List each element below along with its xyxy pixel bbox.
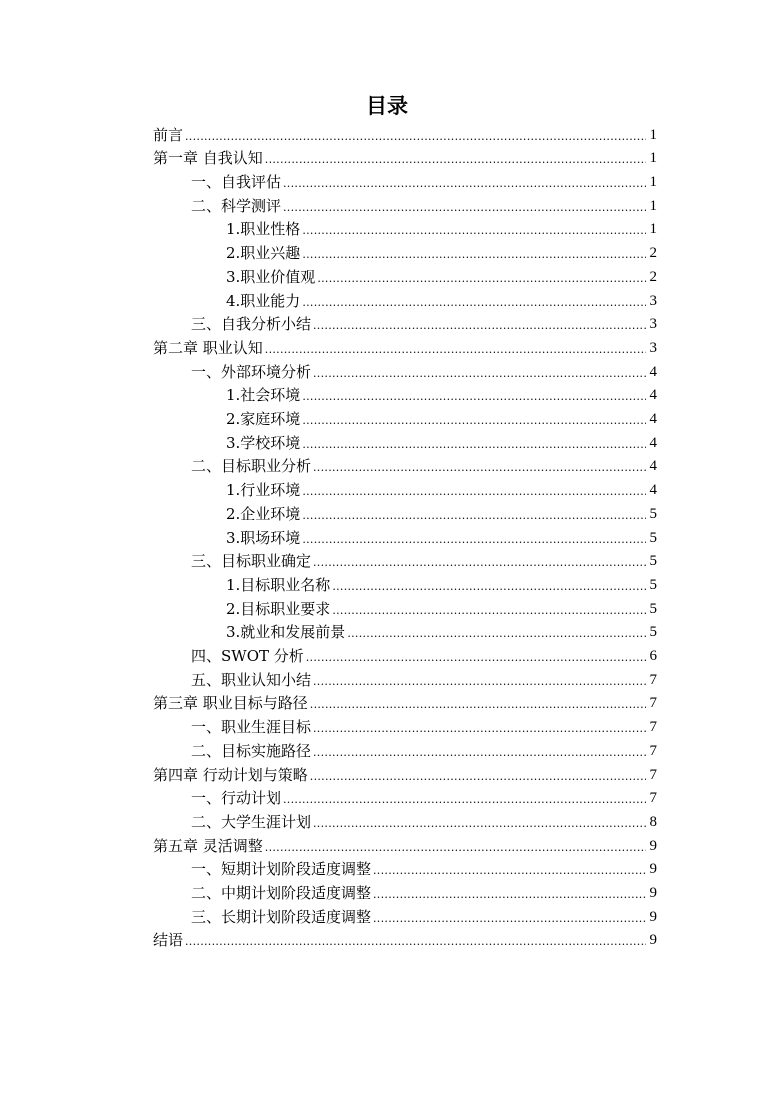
toc-entry[interactable] [226,499,657,523]
toc-entry[interactable] [191,855,657,879]
toc-entry[interactable] [153,926,657,950]
toc-entry-label: 1.社会环境 [226,386,301,405]
toc-entry-label: 五、职业认知小结 [191,670,312,689]
toc-dot-leader [265,841,646,855]
toc-dot-leader [265,343,646,357]
toc-entry[interactable] [153,689,657,713]
toc-page-number: 7 [649,790,657,807]
toc-entry-label: 2.企业环境 [226,504,301,523]
toc-dot-leader [313,675,646,689]
toc-entry[interactable] [191,452,657,476]
toc-dot-leader [265,153,646,167]
toc-page-number: 2 [649,268,657,285]
toc-page-number: 9 [649,908,657,925]
toc-dot-leader [306,651,646,665]
toc-entry-label: 三、目标职业确定 [191,552,312,571]
toc-page-number: 9 [649,932,657,949]
toc-entry[interactable] [226,476,657,500]
toc-page-number: 3 [649,316,657,333]
toc-page-number: 7 [649,766,657,783]
toc-entry-label: 2.家庭环境 [226,410,301,429]
toc-entry-label: 二、科学测评 [191,196,282,215]
toc-entry-label: 1.职业性格 [226,220,301,239]
toc-title: 目录 [366,94,408,118]
toc-entry[interactable] [191,665,657,689]
toc-dot-leader [332,604,646,618]
toc-entry[interactable] [226,286,657,310]
toc-page-number: 9 [649,885,657,902]
toc-dot-leader [185,130,646,144]
toc-dot-leader [313,319,646,333]
toc-entry[interactable] [226,239,657,263]
toc-page-number: 9 [649,837,657,854]
toc-dot-leader [283,793,646,807]
toc-page-number: 3 [649,339,657,356]
toc-entry-label: 4.职业能力 [226,291,301,310]
toc-entry-label: 2.目标职业要求 [226,599,331,618]
toc-entry-label: 2.职业兴趣 [226,244,301,263]
toc-entry[interactable] [226,618,657,642]
toc-entry-label: 一、职业生涯目标 [191,718,312,737]
toc-page-number: 7 [649,742,657,759]
toc-page-number: 4 [649,434,657,451]
toc-entry[interactable] [226,594,657,618]
toc-entry[interactable] [153,333,657,357]
toc-entry-label: 前言 [153,125,184,144]
toc-entry[interactable] [191,167,657,191]
toc-page-number: 5 [649,576,657,593]
toc-entry-label: 第一章 自我认知 [153,149,263,168]
toc-dot-leader [373,888,646,902]
toc-page-number: 5 [649,624,657,641]
toc-dot-leader [373,864,646,878]
toc-dot-leader [313,722,646,736]
toc-dot-leader [332,580,646,594]
toc-page-number: 4 [649,363,657,380]
toc-dot-leader [185,935,646,949]
toc-entry[interactable] [226,381,657,405]
toc-page-number: 5 [649,505,657,522]
toc-dot-leader [313,367,646,381]
toc-entry[interactable] [191,641,657,665]
toc-page-number: 1 [649,174,657,191]
toc-entry[interactable] [153,144,657,168]
toc-entry-label: 1.目标职业名称 [226,575,331,594]
toc-entry-label: 二、大学生涯计划 [191,812,312,831]
toc-dot-leader [313,461,646,475]
toc-page-number: 4 [649,411,657,428]
toc-dot-leader [317,272,646,286]
toc-dot-leader [283,201,646,215]
toc-entry[interactable] [191,902,657,926]
toc-entry-label: 第二章 职业认知 [153,338,263,357]
toc-page-number: 5 [649,529,657,546]
toc-dot-leader [302,533,646,547]
toc-entry-label: 3.职场环境 [226,528,301,547]
toc-page-number: 5 [649,600,657,617]
toc-page-number: 1 [649,126,657,143]
toc-page-number: 5 [649,553,657,570]
toc-entry-label: 四、SWOT 分析 [191,647,304,666]
toc-entry-label: 3.学校环境 [226,433,301,452]
toc-page-number: 8 [649,813,657,830]
toc-entry-label: 二、中期计划阶段适度调整 [191,884,372,903]
toc-dot-leader [302,390,646,404]
toc-entry-label: 3.职业价值观 [226,267,316,286]
toc-entry[interactable] [226,262,657,286]
toc-entry-label: 结语 [153,931,184,950]
toc-dot-leader [373,912,646,926]
toc-page-number: 3 [649,292,657,309]
toc-entry[interactable] [191,713,657,737]
toc-entry-label: 二、目标实施路径 [191,741,312,760]
toc-dot-leader [302,509,646,523]
toc-entry[interactable] [226,215,657,239]
toc-page-number: 1 [649,197,657,214]
toc-entry-label: 一、短期计划阶段适度调整 [191,860,372,879]
toc-entry[interactable] [153,120,657,144]
toc-entry-label: 三、长期计划阶段适度调整 [191,907,372,926]
toc-dot-leader [302,485,646,499]
toc-entry-label: 3.就业和发展前景 [226,623,346,642]
toc-entry-label: 第五章 灵活调整 [153,836,263,855]
toc-dot-leader [310,770,646,784]
toc-entry-label: 二、目标职业分析 [191,457,312,476]
toc-page-number: 9 [649,861,657,878]
toc-dot-leader [310,698,646,712]
toc-dot-leader [302,414,646,428]
toc-entry[interactable] [191,878,657,902]
toc-page-number: 7 [649,719,657,736]
toc-entry[interactable] [191,357,657,381]
toc-entry[interactable] [191,807,657,831]
toc-entry[interactable] [153,760,657,784]
toc-page-number: 4 [649,458,657,475]
toc-entry-label: 第三章 职业目标与路径 [153,694,308,713]
toc-page-number: 1 [649,150,657,167]
toc-entry[interactable] [226,523,657,547]
toc-dot-leader [347,627,646,641]
toc-entry[interactable] [153,831,657,855]
toc-entry[interactable] [226,428,657,452]
toc-page-number: 7 [649,671,657,688]
toc-dot-leader [283,177,646,191]
toc-entry-label: 1.行业环境 [226,481,301,500]
toc-entry-label: 一、外部环境分析 [191,362,312,381]
toc-dot-leader [302,438,646,452]
toc-entry-label: 三、自我分析小结 [191,315,312,334]
toc-dot-leader [313,746,646,760]
toc-entry[interactable] [191,736,657,760]
toc-dot-leader [313,556,646,570]
toc-entry-label: 一、行动计划 [191,789,282,808]
toc-dot-leader [302,224,646,238]
toc-dot-leader [313,817,646,831]
toc-page-number: 2 [649,245,657,262]
toc-page-number: 4 [649,482,657,499]
toc-dot-leader [302,296,646,310]
toc-page-number: 4 [649,387,657,404]
toc-dot-leader [302,248,646,262]
toc-entry[interactable] [191,310,657,334]
toc-page-number: 7 [649,695,657,712]
toc-entry-label: 一、自我评估 [191,173,282,192]
toc-page-number: 6 [649,648,657,665]
toc-entry[interactable] [226,570,657,594]
toc-entry[interactable] [191,784,657,808]
toc-entry-label: 第四章 行动计划与策略 [153,765,308,784]
toc-entry[interactable] [191,547,657,571]
toc-entry[interactable] [191,191,657,215]
toc-entry[interactable] [226,404,657,428]
toc-page-number: 1 [649,221,657,238]
